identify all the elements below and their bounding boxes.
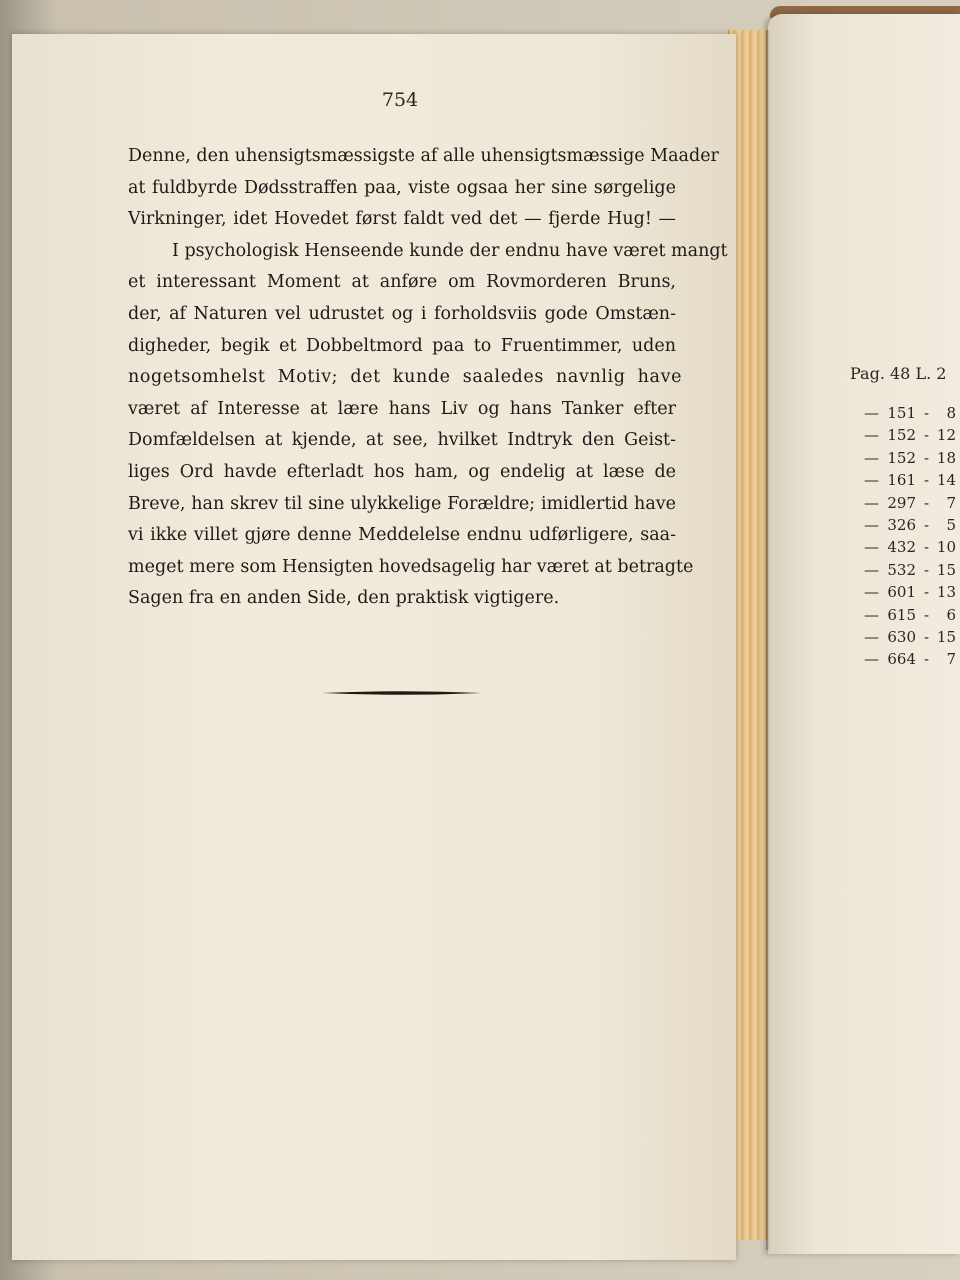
text-line: Denne, den uhensigtsmæssigste af alle uhensigtsmæssige Maader bbox=[128, 146, 719, 166]
text-line: I psychologisk Henseende kunde der endnu have været mangt bbox=[172, 240, 728, 261]
errata-row: — 630 - 15 bbox=[864, 627, 956, 646]
text-line: digheder, begik et Dobbeltmord paa to Fruentimmer, uden bbox=[128, 335, 676, 356]
ornamental-rule bbox=[322, 690, 482, 696]
errata-row: — 664 - 7 bbox=[864, 650, 956, 669]
errata-row: — 432 - 10 bbox=[864, 538, 956, 557]
page-number: 754 bbox=[381, 89, 419, 111]
text-line: Breve, han skrev til sine ulykkelige Forældre; imidlertid have bbox=[128, 493, 676, 514]
text-line: Virkninger, idet Hovedet først faldt ved det — fjerde Hug! — bbox=[128, 209, 676, 230]
errata-row: — 151 - 8 bbox=[864, 404, 956, 422]
errata-header: Pag. 48 L. 2 bbox=[850, 364, 947, 383]
text-line: nogetsomhelst Motiv; det kunde saaledes navnlig have bbox=[128, 367, 683, 388]
text-line: været af Interesse at lære hans Liv og hans Tanker efter bbox=[128, 398, 676, 419]
text-line: Sagen fra en anden Side, den praktisk vigtigere. bbox=[128, 588, 560, 609]
text-line: et interessant Moment at anføre om Rovmorderen Bruns, bbox=[128, 272, 676, 293]
text-line: der, af Naturen vel udrustet og i forholdsviis gode Omstæn- bbox=[128, 303, 676, 324]
errata-row: — 326 - 5 bbox=[864, 515, 956, 534]
errata-list bbox=[850, 360, 960, 671]
errata-row: — 152 - 12 bbox=[864, 426, 956, 445]
text-line: liges Ord havde efterladt hos ham, og endelig at læse de bbox=[128, 461, 676, 482]
text-line: meget mere som Hensigten hovedsagelig har været at betragte bbox=[128, 556, 694, 577]
body-text bbox=[128, 141, 728, 615]
errata-row: — 615 - 6 bbox=[864, 605, 956, 624]
errata-row: — 297 - 7 bbox=[864, 493, 956, 512]
errata-row: — 601 - 13 bbox=[864, 583, 956, 602]
text-line: at fuldbyrde Dødsstraffen paa, viste ogsaa her sine sørgelige bbox=[128, 177, 676, 198]
errata-row: — 161 - 14 bbox=[864, 471, 956, 490]
page-crease-shadow bbox=[766, 30, 770, 1250]
text-line: Domfældelsen at kjende, at see, hvilket Indtryk den Geist- bbox=[128, 430, 676, 451]
errata-row: — 152 - 18 bbox=[864, 448, 956, 467]
errata-row: — 532 - 15 bbox=[864, 560, 956, 579]
text-line: vi ikke villet gjøre denne Meddelelse endnu udførligere, saa- bbox=[128, 525, 676, 546]
